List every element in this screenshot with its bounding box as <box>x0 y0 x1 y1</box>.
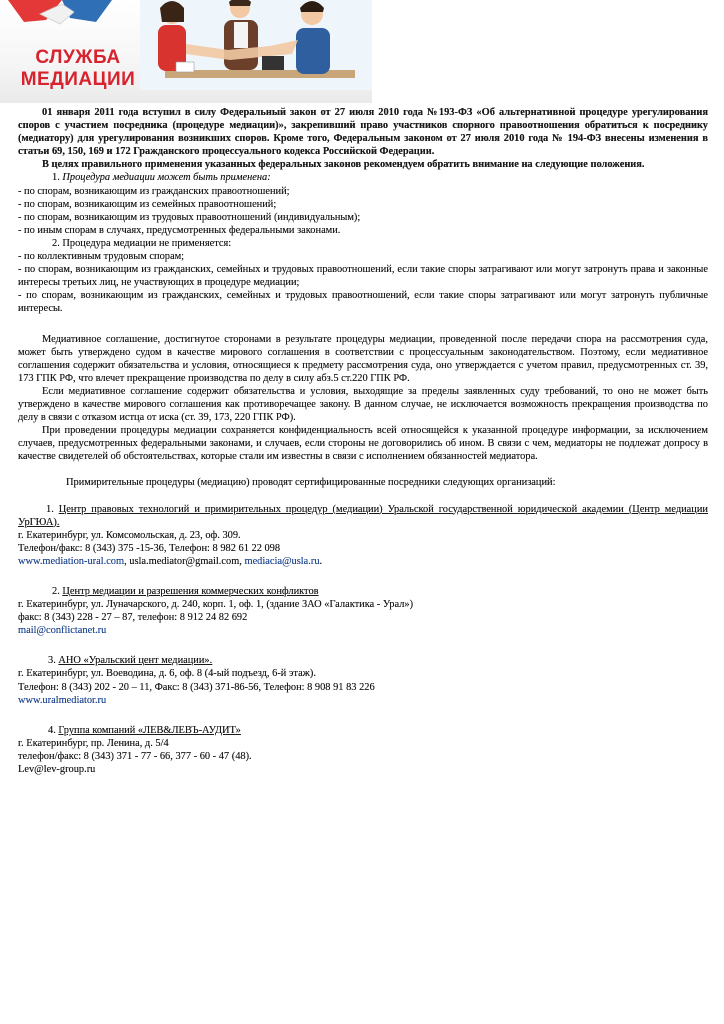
organization-website-link[interactable]: www.mediation-ural.com <box>18 555 125 567</box>
applied-heading-text: Процедура медиации может быть применена: <box>62 172 271 184</box>
banner-title-line2: МЕДИАЦИИ <box>20 69 136 90</box>
applied-item: - по иным спорам в случаях, предусмотренных федеральными законами. <box>18 224 341 236</box>
organization-web <box>18 555 708 568</box>
mediation-agreement-paragraph: Медиативное соглашение, достигнутое сторонами в результате процедуры медиации, проведенной после передачи спора на рассмотрения суда, может быть утверждено судом в качестве мирового соглашения в соответствии с процессуальным законодательством. Поэтому, если медиативное соглашения содержит обязательства и условия, относящиеся к предмету рассмотрения суда, оно утверждается с учетом правил, предусмотренных ст. 39, 173 ГПК РФ, что влечет прекращение производства по делу в силу абз.5 ст.220 ГПК РФ. <box>18 333 708 384</box>
document-body <box>18 106 708 776</box>
organization-phones: телефон/факс: 8 (343) 371 - 77 - 66, 377 - 60 - 47 (48). <box>18 750 252 762</box>
applied-item: - по спорам, возникающим из гражданских правоотношений; <box>18 185 290 197</box>
organization-phones: Телефон/факс: 8 (343) 375 -15-36, Телефон: 8 982 61 22 098 <box>18 542 281 554</box>
handshake-icon <box>8 0 112 24</box>
organization-name: Группа компаний «ЛЕВ&ЛЕВЪ-АУДИТ» <box>58 724 241 736</box>
confidentiality-paragraph: При проведении процедуры медиации сохраняется конфиденциальность всей относящейся к указанной процедуре информации, за исключением случаев, предусмотренных федеральными законами, и случаев, если стороны не договорились об ином. В связи с чем, медиаторы не подлежат допросу в качестве свидетелей об обстоятельствах, которые стали им известны в связи с исполнением обязанностей медиатора. <box>18 425 708 463</box>
organization-email-link[interactable]: mail@conflictanet.ru <box>18 625 107 637</box>
organization-entry <box>18 654 708 706</box>
organizations-intro: Примирительные процедуры (медиацию) проводят сертифицированные посредники следующих организаций: <box>66 477 556 489</box>
organization-title <box>18 724 708 737</box>
organization-phones: Телефон: 8 (343) 202 - 20 – 11, Факс: 8 (343) 371-86-56, Телефон: 8 908 91 83 226 <box>18 681 375 693</box>
applied-heading <box>18 171 708 184</box>
applied-heading-num: 1. <box>52 172 60 184</box>
organization-email-link[interactable]: mediacia@usla.ru <box>244 555 320 567</box>
intro-recommendation: В целях правильного применения указанных федеральных законов рекомендуем обратить внимание на следующие положения. <box>42 159 645 171</box>
not-applied-item: - по спорам, возникающим из гражданских, семейных и трудовых правоотношений, если такие споры затрагивают или могут затронуть права и законные интересы третьих лиц, не участвующих в процедуре медиации; <box>18 264 708 289</box>
organization-title <box>18 503 708 529</box>
applied-item: - по спорам, возникающим из трудовых правоотношений (индивидуальным); <box>18 211 361 223</box>
punctuation: . <box>319 555 323 567</box>
organization-address: г. Екатеринбург, пр. Ленина, д. 5/4 <box>18 737 169 749</box>
organization-email-text: , usla.mediator@gmail.com, <box>124 555 245 567</box>
organization-entry <box>18 724 708 776</box>
organization-name: Центр правовых технологий и примирительных процедур (медиации) Уральской государственной юридической академии (Центр медиации УрГЮА). <box>18 503 708 528</box>
mediation-service-banner <box>0 0 372 103</box>
woman-figure <box>158 1 186 71</box>
intro-paragraph: 01 января 2011 года вступил в силу Федеральный закон от 27 июля 2010 года №193-ФЗ «Об альтернативной процедуре урегулирования споров с участием посредника (процедуре медиации)», закрепивший право участников спорного правоотношения обратиться к посреднику (медиатору) для урегулирования возникших споров. Кроме того, Федеральным законом от 27 июля 2010 года № 194-ФЗ внесены изменения в статьи 69, 150, 169 и 172 Гражданского процессуального кодекса Российской Федерации. <box>18 107 708 158</box>
organization-number: 2. <box>52 586 60 597</box>
organization-address: г. Екатеринбург, ул. Луначарского, д. 240, корп. 1, оф. 1, (здание ЗАО «Галактика - Урал») <box>18 599 414 611</box>
organization-address: г. Екатеринбург, ул. Комсомольская, д. 23, оф. 309. <box>18 529 241 541</box>
banner-title-line1: СЛУЖБА <box>35 47 121 68</box>
not-applied-item: - по коллективным трудовым спорам; <box>18 251 185 263</box>
organization-website-link[interactable]: www.uralmediator.ru <box>18 694 107 706</box>
not-applied-item: - по спорам, возникающим из гражданских, семейных и трудовых правоотношений, если такие споры затрагивают или могут затронуть публичные интересы. <box>18 290 708 315</box>
organization-title <box>18 585 708 598</box>
organization-address: г. Екатеринбург, ул. Воеводина, д. 6, оф. 8 (4-ый подъезд, 6-й этаж). <box>18 668 316 680</box>
organization-number: 1. <box>46 503 54 515</box>
organization-number: 4. <box>48 724 56 736</box>
organization-phones: факс: 8 (343) 228 - 27 – 87, телефон: 8 912 24 82 692 <box>18 612 248 624</box>
organization-name: АНО «Уральский цент медиации». <box>58 655 213 667</box>
organization-email-link[interactable]: Lev@lev-group.ru <box>18 764 96 776</box>
organization-entry <box>18 503 708 568</box>
organization-number: 3. <box>48 655 56 667</box>
applied-item: - по спорам, возникающим из семейных правоотношений; <box>18 198 277 210</box>
agreement-limits-paragraph: Если медиативное соглашение содержит обязательства и условия, выходящие за пределы заявленных суду требований, то оно не может быть утверждено в качестве мирового соглашения как противоречащее закону. В данном случае, не исключается возможность прекращения производства по делу в связи с отказом истца от иска (ст. 39, 173, 220 ГПК РФ). <box>18 385 708 424</box>
organization-entry <box>18 585 708 637</box>
organization-title <box>18 654 708 667</box>
banner-title <box>18 47 138 91</box>
not-applied-heading: 2. Процедура медиации не применяется: <box>52 237 232 249</box>
organization-name: Центр медиации и разрешения коммерческих конфликтов <box>62 586 319 597</box>
